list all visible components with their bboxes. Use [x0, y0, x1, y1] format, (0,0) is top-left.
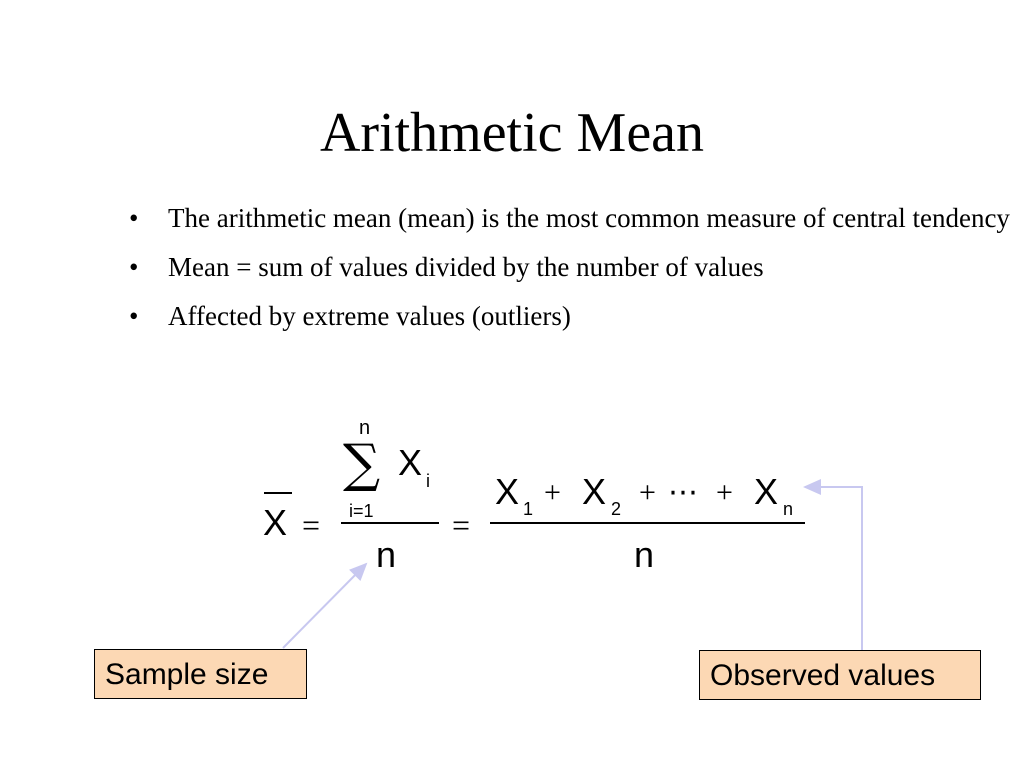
- term-x2: X: [582, 471, 607, 512]
- term-x1: X: [495, 471, 520, 512]
- sum-upper-limit: n: [359, 417, 371, 439]
- term-x2-index: 2: [611, 499, 622, 519]
- bullet-marker: •: [129, 252, 139, 282]
- observed-values-arrow: [805, 487, 862, 650]
- ellipsis: ⋯: [668, 475, 698, 510]
- bullet-text: The arithmetic mean (mean) is the most common measure of central tendency: [168, 203, 1010, 233]
- denominator-n: n: [376, 534, 397, 575]
- xbar-symbol: X: [263, 502, 288, 543]
- plus-sign: +: [544, 476, 561, 509]
- observed-values-callout: Observed values: [699, 650, 981, 700]
- slide-title: Arithmetic Mean: [319, 102, 705, 164]
- term-xn-index: n: [783, 499, 794, 519]
- sum-lower-limit: i=1: [349, 501, 374, 521]
- sample-size-callout: Sample size: [94, 649, 307, 699]
- bullet-marker: •: [129, 301, 139, 331]
- term-x1-index: 1: [523, 499, 534, 519]
- summand-symbol: X: [398, 442, 423, 483]
- bullet-marker: •: [129, 203, 139, 233]
- bullet-text: Affected by extreme values (outliers): [168, 301, 571, 331]
- summand-index: i: [426, 471, 430, 491]
- term-xn: X: [754, 471, 779, 512]
- bullet-text: Mean = sum of values divided by the number of values: [168, 252, 764, 282]
- sample-size-arrow: [283, 564, 366, 648]
- plus-sign: +: [639, 476, 656, 509]
- equals-sign: =: [302, 507, 321, 543]
- sigma-symbol: ∑: [343, 434, 381, 494]
- equals-sign: =: [452, 507, 471, 543]
- plus-sign: +: [716, 476, 733, 509]
- denominator-n: n: [634, 534, 655, 575]
